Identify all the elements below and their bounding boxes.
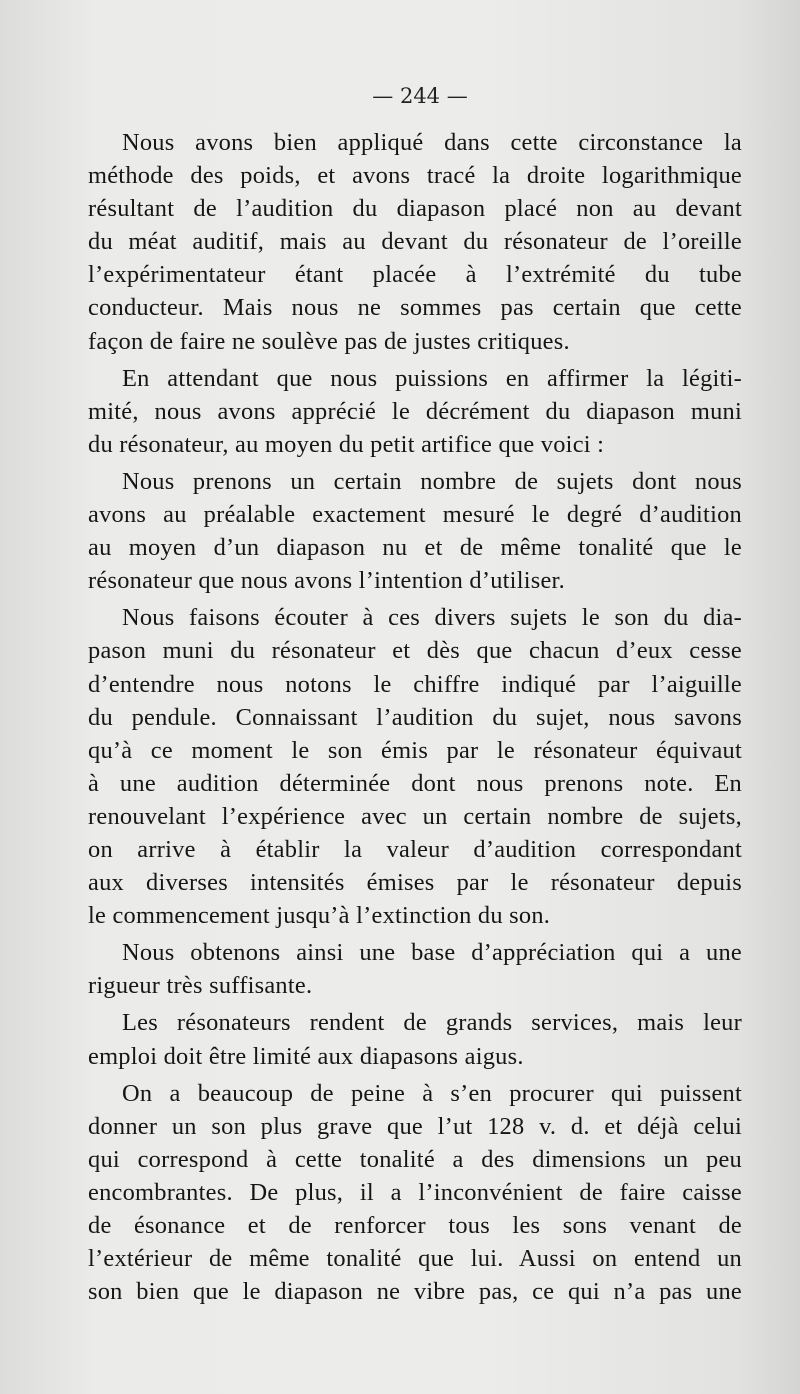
text-line: emploi doit être limité aux diapasons aigus. xyxy=(88,1042,524,1070)
text-line: du méat auditif, mais au devant du résonateur de l’oreille xyxy=(88,228,742,256)
text-line: du résonateur, au moyen du petit artifice que voici : xyxy=(88,430,605,458)
text-line: Nous faisons écouter à ces divers sujets le son du dia- xyxy=(122,604,742,632)
text-line: on arrive à établir la valeur d’audition correspondant xyxy=(88,835,742,863)
paragraph xyxy=(88,465,742,597)
text-line: Nous prenons un certain nombre de sujets dont nous xyxy=(122,467,742,495)
text-body xyxy=(88,126,742,1308)
text-line: avons au préalable exactement mesuré le degré d’audition xyxy=(88,501,742,529)
text-line: l’extérieur de même tonalité que lui. Aussi on entend un xyxy=(88,1245,742,1273)
text-line: Les résonateurs rendent de grands services, mais leur xyxy=(122,1009,742,1037)
text-line: On a beaucoup de peine à s’en procurer qui puissent xyxy=(122,1079,742,1107)
text-line: méthode des poids, et avons tracé la droite logarithmique xyxy=(88,162,742,190)
text-line: Nous avons bien appliqué dans cette circonstance la xyxy=(122,129,742,156)
text-line: le commencement jusqu’à l’extinction du son. xyxy=(88,902,551,930)
text-line: du pendule. Connaissant l’audition du sujet, nous savons xyxy=(88,703,742,731)
text-line: qu’à ce moment le son émis par le résonateur équivaut xyxy=(88,736,742,764)
text-line: au moyen d’un diapason nu et de même tonalité que le xyxy=(88,534,742,562)
text-line: rigueur très suffisante. xyxy=(88,972,313,1000)
text-line: pason muni du résonateur et dès que chacun d’eux cesse xyxy=(88,637,742,665)
paragraph xyxy=(88,126,742,358)
text-line: résultant de l’audition du diapason placé non au devant xyxy=(88,195,742,223)
paragraph xyxy=(88,1077,742,1309)
text-line: son bien que le diapason ne vibre pas, ce qui n’a pas une xyxy=(88,1278,742,1306)
paragraph xyxy=(88,936,742,1002)
text-line: En attendant que nous puissions en affirmer la légiti- xyxy=(122,364,742,392)
text-line: de ésonance et de renforcer tous les sons venant de xyxy=(88,1212,742,1239)
text-line: renouvelant l’expérience avec un certain nombre de sujets, xyxy=(88,802,742,830)
text-line: à une audition déterminée dont nous prenons note. En xyxy=(88,769,742,797)
text-line: qui correspond à cette tonalité a des dimensions un peu xyxy=(88,1145,742,1173)
paragraph xyxy=(88,362,742,461)
text-line: aux diverses intensités émises par le résonateur depuis xyxy=(88,869,742,897)
text-line: Nous obtenons ainsi une base d’appréciation qui a une xyxy=(122,939,742,967)
text-line: encombrantes. De plus, il a l’inconvénient de faire caisse xyxy=(88,1178,742,1206)
text-line: conducteur. Mais nous ne sommes pas certain que cette xyxy=(88,294,742,322)
text-line: l’expérimentateur étant placée à l’extrémité du tube xyxy=(88,261,742,289)
text-line: façon de faire ne soulève pas de justes critiques. xyxy=(88,327,570,355)
text-line: d’entendre nous notons le chiffre indiqué par l’aiguille xyxy=(88,670,742,698)
text-line: donner un son plus grave que l’ut 128 v. d. et déjà celui xyxy=(88,1112,742,1140)
paragraph xyxy=(88,1006,742,1072)
paragraph xyxy=(88,601,742,932)
page-number: — 244 — xyxy=(372,84,468,108)
text-line: résonateur que nous avons l’intention d’utiliser. xyxy=(88,567,565,595)
text-line: mité, nous avons apprécié le décrément du diapason muni xyxy=(88,397,742,425)
